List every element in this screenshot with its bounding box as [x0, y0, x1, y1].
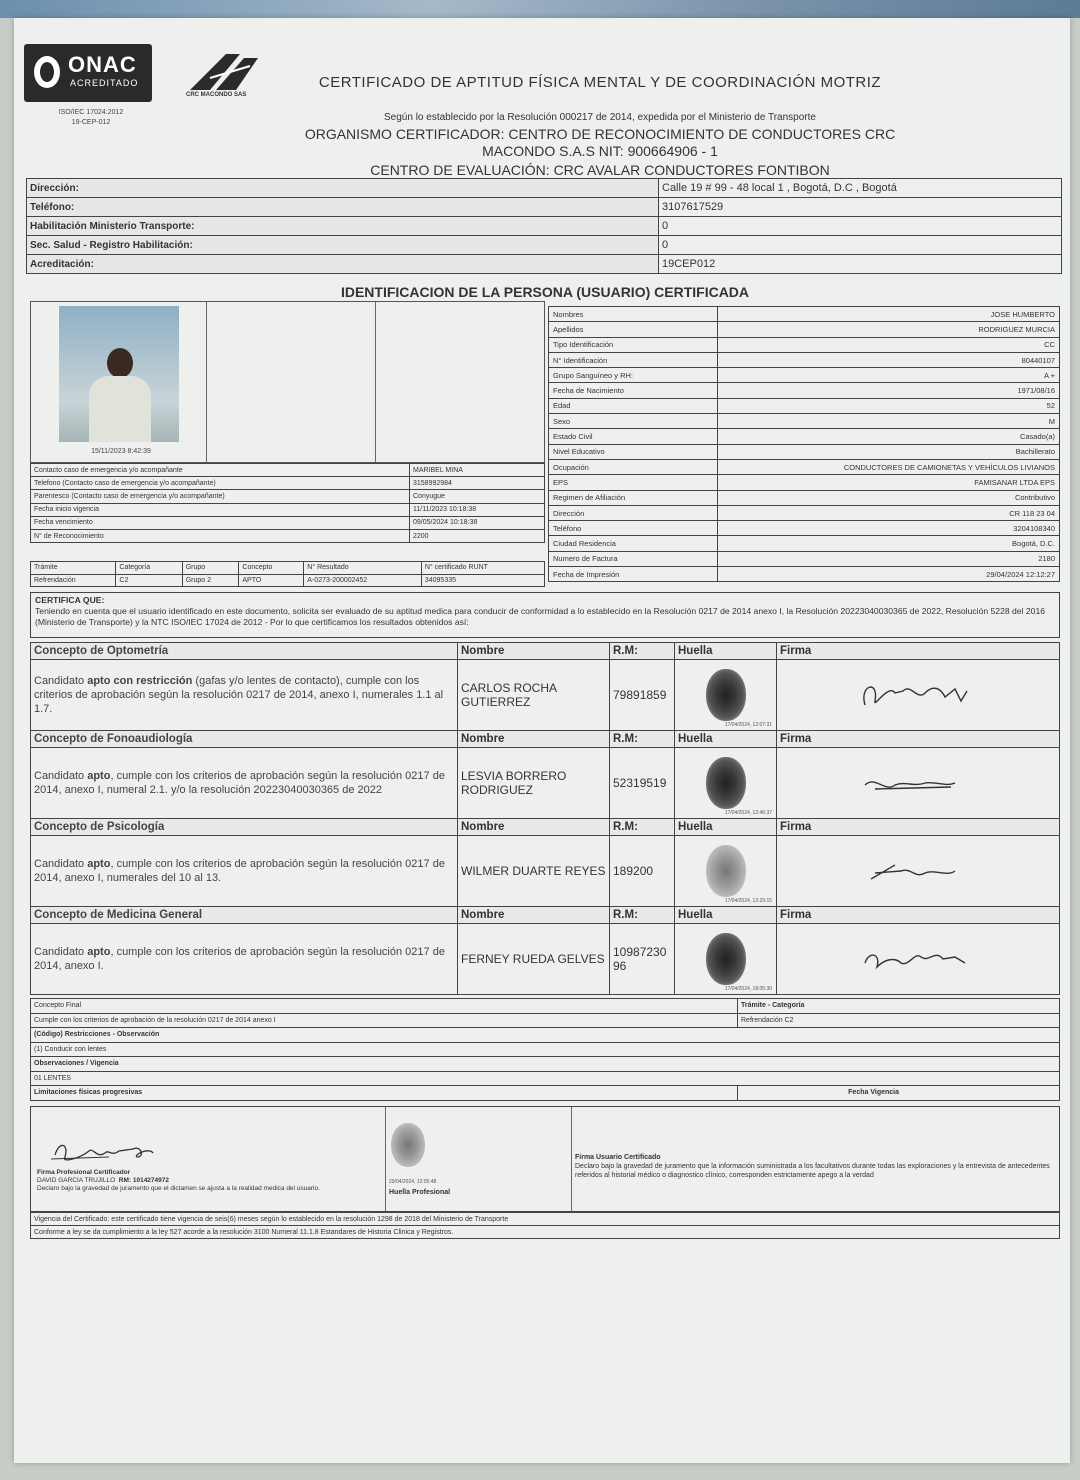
concepto-final-value: Cumple con los criterios de aprobación de la resolución 0217 de 2014 anexo I [31, 1013, 738, 1028]
concept-body-row [31, 748, 1060, 819]
table-row [549, 352, 1060, 367]
concept-title: Concepto de Fonoaudiología [31, 731, 458, 748]
concept-text-post: , cumple con los criterios de aprobación según la resolución 0217 de 2014, anexo I, numerales del 10 al 13. [34, 858, 445, 884]
prof-name: DAVID GARCIA TRUJILLO [37, 1177, 116, 1184]
person-value: CONDUCTORES DE CAMIONETAS Y VEHÍCULOS LIVIANOS [718, 459, 1060, 474]
rm-header: R.M: [610, 731, 675, 748]
table-row [549, 567, 1060, 582]
signature-cell [777, 836, 1060, 907]
table-row [31, 1028, 1060, 1043]
person-label: Apellidos [549, 322, 718, 337]
concept-title: Concepto de Medicina General [31, 907, 458, 924]
rm-header: R.M: [610, 643, 675, 660]
person-value: Bogotá, D.C. [718, 536, 1060, 551]
professional-signature [49, 1137, 159, 1167]
table-row [31, 1213, 1060, 1226]
identification-title: IDENTIFICACION DE LA PERSONA (USUARIO) CERTIFICADA [340, 284, 750, 300]
concept-header-row [31, 731, 1060, 748]
observaciones-value: 01 LENTES [31, 1071, 1060, 1086]
tramite-header: Categoría [116, 562, 182, 575]
person-value: Bachillerato [718, 444, 1060, 459]
professional-signature [850, 675, 980, 715]
contact-label: Contacto caso de emergencia y/o acompañante [31, 464, 410, 477]
fingerprint-image [706, 933, 746, 985]
concept-text-post: , cumple con los criterios de aprobación según la resolución 0217 de 2014, anexo I, numeral 2.1. y/o la resolución 20223040030365 de 2022 [34, 770, 445, 796]
divider [375, 302, 376, 462]
contact-table [30, 463, 545, 543]
onac-logo-subtext: ACREDITADO [70, 78, 139, 88]
name-header: Nombre [458, 907, 610, 924]
concept-text [31, 748, 458, 819]
concept-body-row [31, 836, 1060, 907]
professional-rm: 189200 [610, 836, 675, 907]
professional-name: LESVIA BORRERO RODRIGUEZ [458, 748, 610, 819]
name-header: Nombre [458, 731, 610, 748]
table-row [31, 574, 545, 587]
document-subtitle: Según lo establecido por la Resolución 000217 de 2014, expedida por el Ministerio de Transporte [384, 112, 816, 123]
person-label: Fecha de Nacimiento [549, 383, 718, 398]
prof-rm: RM: 1014274972 [118, 1177, 169, 1184]
person-value: 1971/08/16 [718, 383, 1060, 398]
person-value: 3204108340 [718, 521, 1060, 536]
concept-text-post: , cumple con los criterios de aprobación según la resolución 0217 de 2014, anexo I. [34, 946, 445, 972]
person-label: Edad [549, 398, 718, 413]
firma-header: Firma [777, 819, 1060, 836]
concepts-table [30, 642, 1060, 995]
table-row [27, 179, 1062, 198]
contact-label: N° de Reconocimiento [31, 529, 410, 542]
user-photo [59, 306, 179, 442]
contact-label: Parentesco (Contacto caso de emergencia y/o acompañante) [31, 490, 410, 503]
concept-text-pre: Candidato [34, 858, 88, 870]
person-table [548, 306, 1060, 582]
person-label: Sexo [549, 414, 718, 429]
person-label: Estado Civil [549, 429, 718, 444]
restricciones-value: (1) Conducir con lentes [31, 1042, 1060, 1057]
person-value: 29/04/2024 12:12:27 [718, 567, 1060, 582]
table-row [549, 521, 1060, 536]
person-value: 52 [718, 398, 1060, 413]
professional-name: CARLOS ROCHA GUTIERREZ [458, 660, 610, 731]
contact-value: 11/11/2023 10:18:38 [410, 503, 545, 516]
person-label: Numero de Factura [549, 551, 718, 566]
certifica-section [30, 592, 1060, 638]
table-row [549, 368, 1060, 383]
certifica-title: CERTIFICA QUE: [35, 595, 105, 605]
photo-timestamp: 15/11/2023 8:42:39 [91, 448, 151, 455]
tramite-header: Grupo [182, 562, 239, 575]
huella-profesional-label: Huella Profesional [389, 1189, 451, 1196]
tramite-categoria-label: Trámite - Categoría [738, 999, 1060, 1014]
person-label: Nivel Educativo [549, 444, 718, 459]
conforme-text: Conforme a ley se da cumplimiento a la ley 527 acorde a la resolución 3100 Numeral 11.1.8 Estandares de Historia Clinica y Registros. [31, 1226, 1060, 1239]
concept-title: Concepto de Psicología [31, 819, 458, 836]
photo-head [107, 348, 133, 378]
table-row [27, 255, 1062, 274]
person-label: EPS [549, 475, 718, 490]
fingerprint-image [706, 669, 746, 721]
huella-date: 29/04/2024, 12:05:48 [389, 1179, 437, 1185]
contact-value: 09/05/2024 10:18:38 [410, 516, 545, 529]
table-row [31, 1071, 1060, 1086]
contact-value: 3158992984 [410, 477, 545, 490]
table-row [549, 505, 1060, 520]
table-row [549, 398, 1060, 413]
concept-text-bold: apto [87, 946, 111, 958]
person-label: Ocupación [549, 459, 718, 474]
person-label: N° Identificación [549, 352, 718, 367]
professional-signature-block [37, 1169, 377, 1193]
limitaciones-label: Limitaciones físicas progresivas [31, 1086, 738, 1101]
fingerprint-date: 17/04/2024, 12:29:15 [724, 898, 772, 904]
contact-value: Conyugue [410, 490, 545, 503]
info-label: Habilitación Ministerio Transporte: [27, 217, 659, 236]
photo-area [30, 301, 545, 463]
concept-text-bold: apto con restricción [87, 675, 193, 687]
professional-signature [850, 851, 980, 891]
tramite-value: Refrendación [31, 574, 116, 587]
name-header: Nombre [458, 643, 610, 660]
professional-name: WILMER DUARTE REYES [458, 836, 610, 907]
person-value: 2180 [718, 551, 1060, 566]
professional-rm: 79891859 [610, 660, 675, 731]
concept-text-post: (gafas y/o lentes de contacto), cumple con los criterios de aprobación según la resolución 0217 de 2014, anexo I, numerales 1.1 al 1.7. [34, 675, 444, 715]
fingerprint-cell [675, 924, 777, 995]
person-label: Grupo Sanguíneo y RH: [549, 368, 718, 383]
concept-body-row [31, 660, 1060, 731]
tramite-value: APTO [239, 574, 304, 587]
name-header: Nombre [458, 819, 610, 836]
person-value: CR 118 23 04 [718, 505, 1060, 520]
fingerprint-date: 17/04/2024, 12:46:37 [724, 810, 772, 816]
fecha-vigencia-label: Fecha Vigencia [738, 1086, 1060, 1101]
table-row [31, 490, 545, 503]
signature-cell [777, 660, 1060, 731]
fingerprint-image [706, 757, 746, 809]
concepto-final-label: Concepto Final [31, 999, 738, 1014]
onac-logo-text: ONAC [68, 52, 137, 77]
observaciones-label: Observaciones / Vigencia [31, 1057, 1060, 1072]
person-label: Nombres [549, 307, 718, 322]
person-value: A + [718, 368, 1060, 383]
person-value: JOSE HUMBERTO [718, 307, 1060, 322]
table-row [27, 198, 1062, 217]
prof-declaration: Declaro bajo la gravedad de juramento que el dictamen se ajusta a la realidad medica del usuario. [37, 1185, 320, 1192]
table-row [31, 464, 545, 477]
fingerprint-date: 17/04/2024, 12:07:31 [724, 722, 772, 728]
table-row [31, 477, 545, 490]
table-row [27, 236, 1062, 255]
table-row [549, 475, 1060, 490]
concept-text-bold: apto [87, 770, 111, 782]
person-value: Casado(a) [718, 429, 1060, 444]
person-label: Fecha de Impresión [549, 567, 718, 582]
table-row [31, 516, 545, 529]
table-row [31, 999, 1060, 1014]
vigencia-text: Vigencia del Certificado: este certificado tiene vigencia de seis(6) meses según lo establecido en la resolución 1298 de 2018 del Ministerio de Transporte [31, 1213, 1060, 1226]
fingerprint-image [706, 845, 746, 897]
huella-header: Huella [675, 819, 777, 836]
person-value: Contributivo [718, 490, 1060, 505]
fingerprint-cell [675, 660, 777, 731]
concept-header-row [31, 819, 1060, 836]
table-row [549, 337, 1060, 352]
person-value: 80440107 [718, 352, 1060, 367]
table-row [31, 1226, 1060, 1239]
professional-fingerprint [391, 1123, 425, 1167]
person-label: Dirección [549, 505, 718, 520]
tramite-value: A-0273-200002452 [304, 574, 422, 587]
firma-header: Firma [777, 731, 1060, 748]
contact-label: Telefono (Contacto caso de emergencia y/o acompañante) [31, 477, 410, 490]
certifica-text: Teniendo en cuenta que el usuario identificado en este documento, solicita ser evaluado de su aptitud medica para conducir de conformidad a lo establecido en la Resolución 0217 de 2014 anexo I, la Resolución 20223040030365 de 2022, Resolución 5228 del 2016 (Ministerio de Transporte) y la NTC ISO/IEC 17024 de 2012 - Por lo que certificamos los resultados obtenidos así: [35, 606, 1045, 627]
person-label: Ciudad Residencia [549, 536, 718, 551]
contact-label: Fecha inicio vigencia [31, 503, 410, 516]
professional-signature [850, 939, 980, 979]
person-value: CC [718, 337, 1060, 352]
crc-logo [180, 48, 270, 104]
tramite-header: Concepto [239, 562, 304, 575]
contact-value: 2200 [410, 529, 545, 542]
rm-header: R.M: [610, 819, 675, 836]
table-row [31, 529, 545, 542]
table-row [549, 490, 1060, 505]
person-value: M [718, 414, 1060, 429]
concept-text-pre: Candidato [34, 675, 88, 687]
tramite-header: N° certificado RUNT [421, 562, 544, 575]
info-value: 3107617529 [659, 198, 1062, 217]
signature-cell [777, 924, 1060, 995]
background-strip [0, 0, 1080, 18]
table-row [31, 1013, 1060, 1028]
table-row [549, 551, 1060, 566]
photo-body [89, 376, 151, 442]
onac-iso: ISO/IEC 17024:2012 [58, 109, 124, 116]
concept-body-row [31, 924, 1060, 995]
professional-rm: 1098723096 [610, 924, 675, 995]
prof-title: Firma Profesional Certificador [37, 1169, 131, 1176]
tramite-value: C2 [116, 574, 182, 587]
tramite-value: Grupo 2 [182, 574, 239, 587]
table-row [549, 536, 1060, 551]
fingerprint-cell [675, 748, 777, 819]
divider [206, 302, 207, 462]
user-signature-block [575, 1153, 1057, 1180]
table-row [31, 1042, 1060, 1057]
person-label: Teléfono [549, 521, 718, 536]
person-label: Regimen de Afiliación [549, 490, 718, 505]
concept-text [31, 836, 458, 907]
concept-title: Concepto de Optometría [31, 643, 458, 660]
info-label: Acreditación: [27, 255, 659, 274]
table-row [27, 217, 1062, 236]
footer-table [30, 1212, 1060, 1239]
onac-ring-icon [34, 56, 60, 88]
document-title: CERTIFICADO DE APTITUD FÍSICA MENTAL Y DE COORDINACIÓN MOTRIZ [318, 74, 882, 91]
firma-header: Firma [777, 907, 1060, 924]
fingerprint-date: 17/04/2024, 18:05:30 [724, 986, 772, 992]
person-value: RODRIGUEZ MURCIA [718, 322, 1060, 337]
table-row [549, 414, 1060, 429]
concept-text-pre: Candidato [34, 770, 88, 782]
info-value: 0 [659, 236, 1062, 255]
info-label: Teléfono: [27, 198, 659, 217]
table-row [31, 562, 545, 575]
tramite-categoria-value: Refrendación C2 [738, 1013, 1060, 1028]
firma-header: Firma [777, 643, 1060, 660]
huella-header: Huella [675, 907, 777, 924]
divider [385, 1107, 386, 1211]
info-value: Calle 19 # 99 - 48 local 1 , Bogotá, D.C , Bogotá [659, 179, 1062, 198]
concept-text-pre: Candidato [34, 946, 88, 958]
usuario-title: Firma Usuario Certificado [575, 1154, 661, 1161]
table-row [549, 444, 1060, 459]
concept-text [31, 924, 458, 995]
huella-header: Huella [675, 643, 777, 660]
organismo-certificador: ORGANISMO CERTIFICADOR: CENTRO DE RECONOCIMIENTO DE CONDUCTORES CRC MACONDO S.A.S NIT: 900664906 - 1 [304, 126, 896, 159]
professional-name: FERNEY RUEDA GELVES [458, 924, 610, 995]
table-row [31, 1057, 1060, 1072]
tramite-value: 34095335 [421, 574, 544, 587]
fingerprint-cell [675, 836, 777, 907]
info-value: 0 [659, 217, 1062, 236]
signature-cell [777, 748, 1060, 819]
crc-road-icon [180, 48, 270, 92]
tramite-header: N° Resultado [304, 562, 422, 575]
table-row [549, 322, 1060, 337]
professional-rm: 52319519 [610, 748, 675, 819]
onac-code: 19-CEP-012 [71, 119, 111, 126]
tramite-table [30, 561, 545, 587]
centro-evaluacion: CENTRO DE EVALUACIÓN: CRC AVALAR CONDUCTORES FONTIBON [370, 162, 830, 178]
table-row [549, 429, 1060, 444]
tramite-header: Trámite [31, 562, 116, 575]
concept-header-row [31, 643, 1060, 660]
professional-signature [850, 763, 980, 803]
concept-text [31, 660, 458, 731]
contact-value: MARIBEL MINA [410, 464, 545, 477]
table-row [31, 1086, 1060, 1101]
divider [571, 1107, 572, 1211]
table-row [549, 459, 1060, 474]
onac-logo [24, 44, 152, 102]
table-row [31, 503, 545, 516]
concept-text-bold: apto [87, 858, 111, 870]
person-label: Tipo Identificación [549, 337, 718, 352]
contact-label: Fecha vencimiento [31, 516, 410, 529]
final-concept-table [30, 998, 1060, 1101]
info-value: 19CEP012 [659, 255, 1062, 274]
table-row [549, 307, 1060, 322]
center-info-table [26, 178, 1062, 274]
huella-header: Huella [675, 731, 777, 748]
table-row [549, 383, 1060, 398]
onac-accreditation [36, 108, 146, 128]
usuario-declaration: Declaro bajo la gravedad de juramento que la información suministrada a los facultativos durante todas las exploraciones y la entrevista de antecedentes referidos al historial médico o diagnostico clínico, corresponden estrictamente apego a la verdad [575, 1163, 1050, 1179]
info-label: Dirección: [27, 179, 659, 198]
crc-logo-text: CRC MACONDO SAS [186, 92, 247, 98]
signature-box [30, 1106, 1060, 1212]
info-label: Sec. Salud - Registro Habilitación: [27, 236, 659, 255]
concept-header-row [31, 907, 1060, 924]
rm-header: R.M: [610, 907, 675, 924]
person-value: FAMISANAR LTDA EPS [718, 475, 1060, 490]
restricciones-label: (Código) Restricciones - Observación [31, 1028, 1060, 1043]
